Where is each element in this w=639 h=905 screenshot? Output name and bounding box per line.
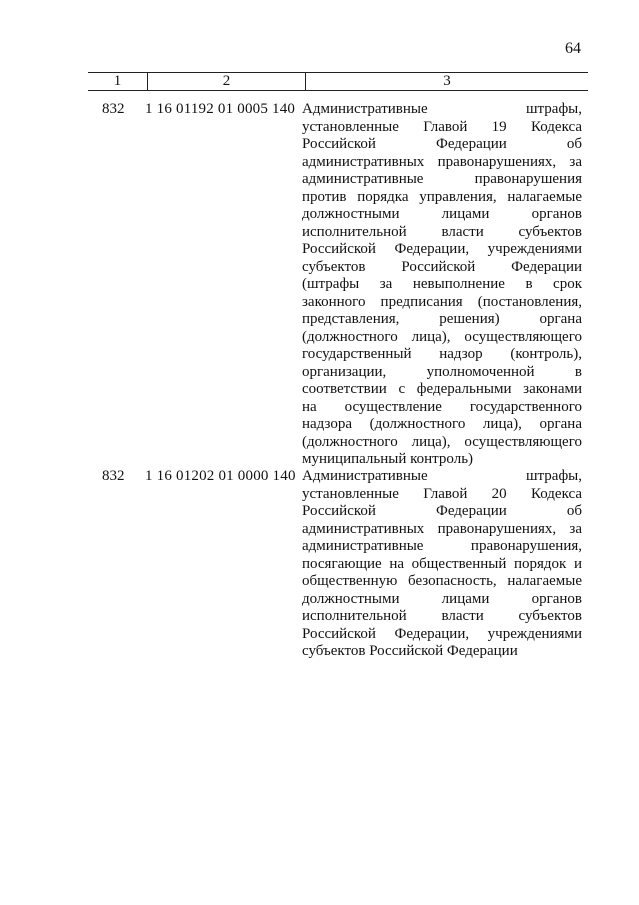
admin-code: 832	[102, 101, 125, 117]
description-line: (должностного лица), осуществляющего	[302, 328, 582, 345]
description-line: субъектов Российской Федерации	[302, 643, 518, 659]
description-line: Административные штрафы,	[302, 101, 582, 117]
column-header-3: 3	[443, 73, 451, 89]
column-header-2: 2	[148, 73, 306, 90]
description-line: установленные Главой 20 Кодекса	[302, 485, 582, 502]
admin-code: 832	[102, 468, 125, 484]
description-line: установленные Главой 19 Кодекса	[302, 118, 582, 135]
description-line: муниципальный контроль)	[302, 451, 474, 467]
column-header-1: 1	[88, 73, 148, 90]
budget-classification-code: 1 16 01202 01 0000 140	[145, 468, 296, 484]
description-line: законного предписания (постановления,	[302, 293, 582, 310]
description-line: административные правонарушения,	[302, 538, 582, 554]
row-description	[302, 468, 582, 661]
description-line: Российской Федерации об	[302, 503, 582, 519]
description-line: общественную безопасность, налагаемые	[302, 573, 582, 589]
description-line: посягающие на общественный порядок и	[302, 555, 582, 572]
description-line: представления, решения) органа	[302, 311, 582, 327]
description-line: Административные штрафы,	[302, 468, 582, 484]
table-header	[88, 72, 588, 91]
description-line: Российской Федерации, учреждениями	[302, 625, 582, 642]
description-line: должностными лицами органов	[302, 590, 582, 607]
description-line: (штрафы за невыполнение в срок	[302, 276, 582, 292]
page-number: 64	[565, 40, 581, 57]
description-line: соответствии с федеральными законами	[302, 381, 582, 397]
row-description	[302, 101, 582, 469]
description-line: организации, уполномоченной в	[302, 363, 582, 380]
description-line: исполнительной власти субъектов	[302, 223, 582, 240]
description-line: (должностного лица), осуществляющего	[302, 433, 582, 450]
description-line: надзора (должностного лица), органа	[302, 416, 582, 432]
description-line: административные правонарушения	[302, 171, 582, 187]
description-line: государственный надзор (контроль),	[302, 346, 582, 362]
description-line: против порядка управления, налагаемые	[302, 188, 582, 205]
description-line: должностными лицами органов	[302, 206, 582, 222]
description-line: исполнительной власти субъектов	[302, 608, 582, 624]
description-line: административных правонарушениях, за	[302, 153, 582, 170]
budget-classification-code: 1 16 01192 01 0005 140	[145, 101, 296, 117]
description-line: административных правонарушениях, за	[302, 520, 582, 537]
description-line: субъектов Российской Федерации	[302, 258, 582, 275]
description-line: Российской Федерации, учреждениями	[302, 241, 582, 257]
description-line: Российской Федерации об	[302, 136, 582, 152]
description-line: на осуществление государственного	[302, 398, 582, 415]
